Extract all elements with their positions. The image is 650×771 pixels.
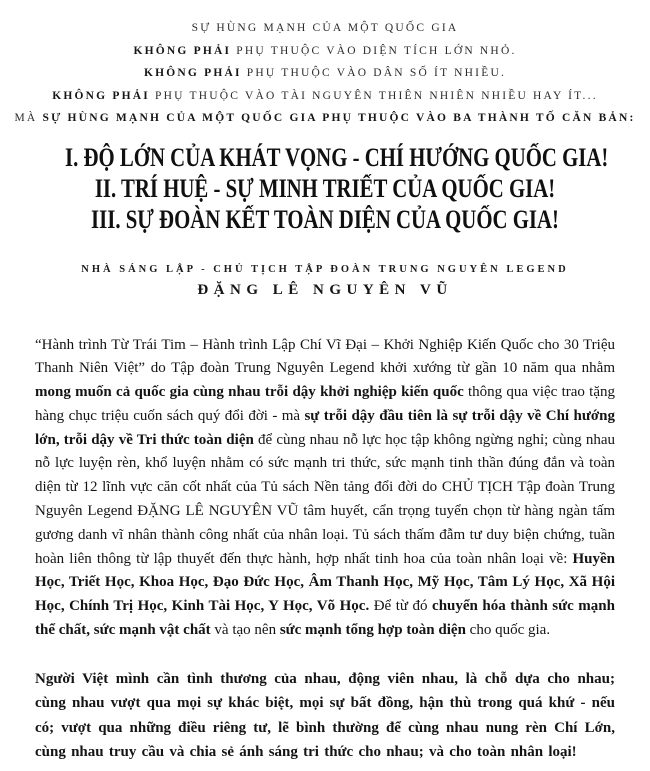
headline-line-1: I. ĐỘ LỚN CỦA KHÁT VỌNG - CHÍ HƯỚNG QUỐC GIA! (65, 142, 609, 172)
headline-line-3: III. SỰ ĐOÀN KẾT TOÀN DIỆN CỦA QUỐC GIA! (91, 204, 559, 234)
founder-signature-block (0, 262, 650, 301)
intro-line-2: KHÔNG PHẢI PHỤ THUỘC VÀO DIỆN TÍCH LỚN NHỎ. (133, 44, 517, 57)
founder-name: ĐẶNG LÊ NGUYÊN VŨ (197, 281, 453, 298)
intro-line-4: KHÔNG PHẢI PHỤ THUỘC VÀO TÀI NGUYÊN THIÊN NHIÊN NHIỀU HAY ÍT... (52, 89, 598, 102)
paragraph-journey-from-heart: “Hành trình Từ Trái Tim – Hành trình Lập Chí Vĩ Đại – Khởi Nghiệp Kiến Quốc cho 30 Triệu Thanh Niên Việt” do Tập đoàn Trung Nguyên Legend khởi xướng từ gần 10 năm qua nhằm mong muốn cả quốc gia cùng nhau trỗi dậy khởi nghiệp kiến quốc thông qua việc trao tặng hàng chục triệu cuốn sách quý đổi đời - mà sự trỗi dậy đầu tiên là sự trỗi dậy về Chí hướng lớn, trỗi dậy về Tri thức toàn diện để cùng nhau nỗ lực học tập không ngừng nghỉ; cùng nhau nỗ lực luyện rèn, khổ luyện nhằm có sức mạnh tri thức, sức mạnh tinh thần đúng đắn và toàn diện từ 12 lĩnh vực căn cốt nhất của Tủ sách Nền tảng đổi đời do CHỦ TỊCH Tập đoàn Trung Nguyên Legend ĐẶNG LÊ NGUYÊN VŨ tâm huyết, cẩn trọng tuyển chọn từ hàng ngàn tấm gương danh vĩ nhân thành công nhất của nhân loại. Tủ sách thấm đẫm tư duy biện chứng, tuần hoàn liên thông từ lập thuyết đến thực hành, hợp nhất tinh hoa của toàn nhân loại về: Huyền Học, Triết Học, Khoa Học, Đạo Đức Học, Âm Thanh Học, Mỹ Học, Tâm Lý Học, Xã Hội Học, Chính Trị Học, Kinh Tài Học, Y Học, Võ Học. Để từ đó chuyển hóa thành sức mạnh thể chất, sức mạnh vật chất và tạo nên sức mạnh tổng hợp toàn diện cho quốc gia. (35, 336, 615, 639)
body-copy (35, 334, 615, 765)
headline-line-2: II. TRÍ HUỆ - SỰ MINH TRIẾT CỦA QUỐC GIA! (94, 173, 556, 203)
intro-line-5: MÀ SỰ HÙNG MẠNH CỦA MỘT QUỐC GIA PHỤ THUỘC VÀO BA THÀNH TỐ CĂN BẢN: (14, 112, 636, 124)
intro-line-3: KHÔNG PHẢI PHỤ THUỘC VÀO DÂN SỐ ÍT NHIỀU. (143, 67, 507, 79)
founder-title: NHÀ SÁNG LẬP - CHỦ TỊCH TẬP ĐOÀN TRUNG NGUYÊN LEGEND (81, 263, 569, 275)
three-pillars-headline (0, 142, 650, 235)
paragraph-vietnamese-unity: Người Việt mình cần tình thương của nhau, động viên nhau, là chỗ dựa cho nhau; cùng nhau vượt qua mọi sự khác biệt, mọi sự bất đồng, hận thù trong quá khứ - nếu có; vượt qua những điều riêng tư, lẽ bình thường để cùng nhau nung rèn Chí Lớn, cùng nhau truy cầu và chia sẻ ánh sáng tri thức cho nhau; và cho toàn nhân loại! (35, 670, 615, 761)
intro-line-1: SỰ HÙNG MẠNH CỦA MỘT QUỐC GIA (191, 22, 459, 34)
national-strength-intro (0, 0, 650, 130)
